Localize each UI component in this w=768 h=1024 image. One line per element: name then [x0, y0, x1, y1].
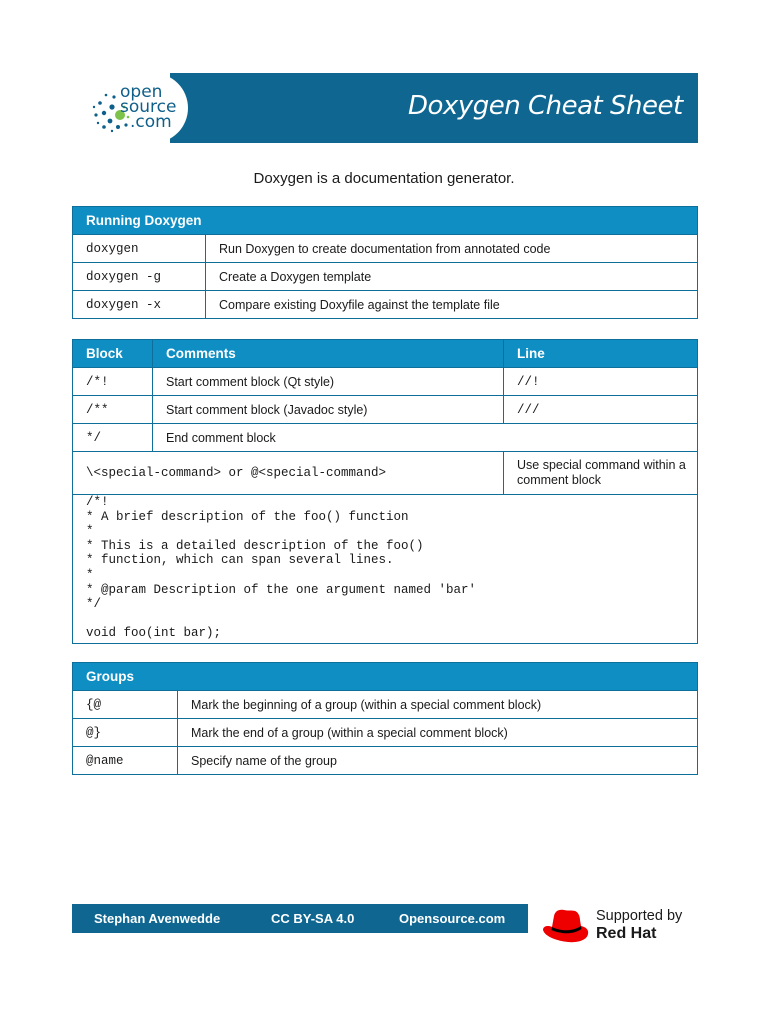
redhat-logo	[540, 904, 700, 948]
description-cell: Specify name of the group	[178, 747, 698, 775]
page-title: Doxygen Cheat Sheet	[408, 91, 683, 121]
header-band	[170, 73, 698, 143]
opensource-logo	[72, 73, 188, 143]
special-command-cell: \<special-command> or @<special-command>	[73, 452, 504, 495]
table-row	[73, 747, 698, 775]
table-header	[73, 340, 698, 368]
running-heading: Running Doxygen	[73, 207, 698, 235]
comments-table	[72, 339, 698, 644]
command-cell: @name	[73, 747, 178, 775]
footer-author: Stephan Avenwedde	[94, 911, 221, 926]
groups-table	[72, 662, 698, 775]
description-cell: Compare existing Doxyfile against the template file	[206, 291, 698, 319]
table-row	[73, 424, 698, 452]
logo-wordmark	[120, 82, 177, 132]
table-row	[73, 235, 698, 263]
special-command-description: Use special command within a comment block	[504, 452, 698, 495]
line-cell: //!	[504, 368, 698, 396]
footer-site: Opensource.com	[399, 911, 506, 926]
groups-heading: Groups	[73, 663, 698, 691]
line-cell: ///	[504, 396, 698, 424]
table-row	[73, 452, 698, 495]
description-cell: Run Doxygen to create documentation from annotated code	[206, 235, 698, 263]
logo-line-source: source	[120, 97, 177, 117]
running-doxygen-table	[72, 206, 698, 319]
description-cell: End comment block	[153, 424, 698, 452]
table-row	[73, 291, 698, 319]
table-row	[73, 396, 698, 424]
table-row	[73, 368, 698, 396]
table-header	[73, 663, 698, 691]
table-row	[73, 719, 698, 747]
block-cell: /*!	[73, 368, 153, 396]
description-cell: Start comment block (Qt style)	[153, 368, 504, 396]
command-cell: doxygen -x	[73, 291, 206, 319]
intro-text: Doxygen is a documentation generator.	[253, 170, 515, 187]
page-header	[72, 73, 698, 143]
description-cell: Mark the beginning of a group (within a special comment block)	[178, 691, 698, 719]
logo-line-com: .com	[130, 112, 172, 132]
comments-heading: Comments	[153, 340, 504, 368]
code-example: /*! * A brief description of the foo() function * * This is a detailed description of the foo() * function, which can span several lines. * * @param Description of the one argument named 'bar' */ void foo(int bar);	[73, 495, 698, 644]
command-cell: @}	[73, 719, 178, 747]
block-cell: /**	[73, 396, 153, 424]
command-cell: {@	[73, 691, 178, 719]
command-cell: doxygen	[73, 235, 206, 263]
description-cell: Start comment block (Javadoc style)	[153, 396, 504, 424]
red-hat-icon	[540, 906, 590, 946]
block-heading: Block	[73, 340, 153, 368]
table-row	[73, 495, 698, 644]
description-cell: Create a Doxygen template	[206, 263, 698, 291]
logo-line-open: open	[120, 82, 163, 102]
footer-license: CC BY-SA 4.0	[271, 911, 355, 926]
table-row	[73, 263, 698, 291]
redhat-name: Red Hat	[596, 925, 657, 942]
footer-band	[72, 904, 528, 933]
block-cell: */	[73, 424, 153, 452]
command-cell: doxygen -g	[73, 263, 206, 291]
table-row	[73, 691, 698, 719]
description-cell: Mark the end of a group (within a special comment block)	[178, 719, 698, 747]
line-heading: Line	[504, 340, 698, 368]
table-header	[73, 207, 698, 235]
supported-by-text: Supported by	[596, 908, 683, 924]
